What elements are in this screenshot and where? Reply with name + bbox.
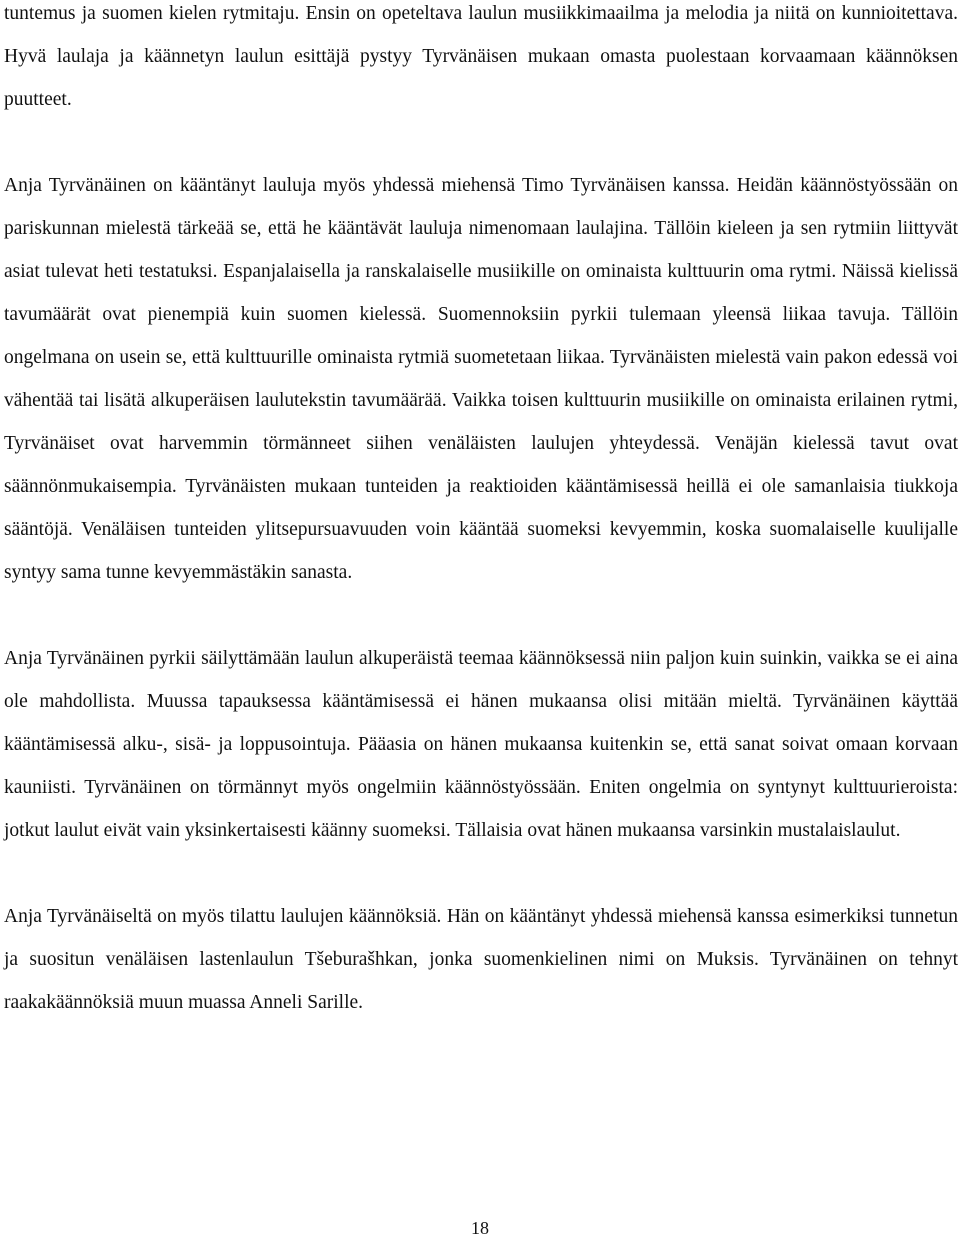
page-number: 18 bbox=[471, 1218, 489, 1238]
document-page bbox=[4, 0, 958, 1024]
paragraph-3: Anja Tyrvänäinen pyrkii säilyttämään laulun alkuperäistä teemaa käännöksessä niin paljon kuin suinkin, vaikka se ei aina ole mahdollista. Muussa tapauksessa kääntämisessä ei hänen mukaansa olisi mitään mieltä. Tyrvänäinen käyttää kääntämisessä alku-, sisä- ja loppusointuja. Pääasia on hänen mukaansa kuitenkin se, että sanat soivat omaan korvaan kauniisti. Tyrvänäinen on törmännyt myös ongelmiin käännöstyössään. Eniten ongelmia on syntynyt kulttuurieroista: jotkut laulut eivät vain yksinkertaisesti käänny suomeksi. Tällaisia ovat hänen mukaansa varsinkin mustalaislaulut. bbox=[4, 648, 958, 841]
paragraph-1: tuntemus ja suomen kielen rytmitaju. Ensin on opeteltava laulun musiikkimaailma ja melodia ja niitä on kunnioitettava. Hyvä laulaja ja käännetyn laulun esittäjä pystyy Tyrvänäisen mukaan omasta puolestaan korvaamaan käännöksen puutteet. bbox=[4, 3, 958, 110]
paragraph-4: Anja Tyrvänäiseltä on myös tilattu laulujen käännöksiä. Hän on kääntänyt yhdessä miehensä kanssa esimerkiksi tunnetun ja suositun venäläisen lastenlaulun Tšeburašhkan, jonka suomenkielinen nimi on Muksis. Tyrvänäinen on tehnyt raakakäännöksiä muun muassa Anneli Sarille. bbox=[4, 906, 958, 1013]
paragraph-2: Anja Tyrvänäinen on kääntänyt lauluja myös yhdessä miehensä Timo Tyrvänäisen kanssa. Heidän käännöstyössään on pariskunnan mielestä tärkeää se, että he kääntävät lauluja nimenomaan laulajina. Tällöin kieleen ja sen rytmiin liittyvät asiat tulevat heti testatuksi. Espanjalaisella ja ranskalaiselle musiikille on ominaista kulttuurin oma rytmi. Näissä kielissä tavumäärät ovat pienempiä kuin suomen kielessä. Suomennoksiin pyrkii tulemaan yleensä liikaa tavuja. Tällöin ongelmana on usein se, että kulttuurille ominaista rytmiä suometetaan liikaa. Tyrvänäisten mielestä vain pakon edessä voi vähentää tai lisätä alkuperäisen laulutekstin tavumäärää. Vaikka toisen kulttuurin musiikille on ominaista erilainen rytmi, Tyrvänäiset ovat harvemmin törmänneet siihen venäläisten laulujen yhteydessä. Venäjän kielessä tavut ovat säännönmukaisempia. Tyrvänäisten mukaan tunteiden ja reaktioiden kääntämisessä heillä ei ole samanlaisia tiukkoja sääntöjä. Venäläisen tunteiden ylitsepursuavuuden voin kääntää suomeksi kevyemmin, koska suomalaiselle kuulijalle syntyy sama tunne kevyemmästäkin sanasta. bbox=[4, 175, 958, 583]
